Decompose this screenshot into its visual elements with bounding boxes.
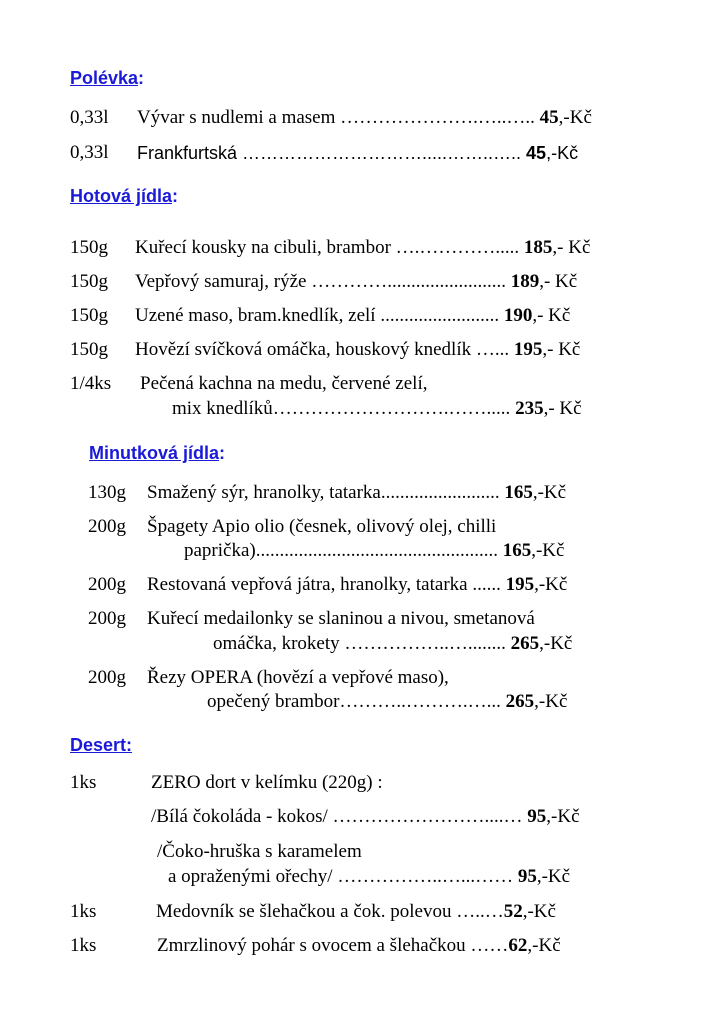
menu-item: Pečená kachna na medu, červené zelí, [140, 373, 428, 394]
menu-item-quantity: 1ks [70, 772, 97, 793]
menu-item-quantity: 200g [88, 574, 126, 595]
menu-item-quantity: 1/4ks [70, 373, 112, 394]
menu-item-continuation: paprička)................................................... 165,-Kč [184, 540, 565, 561]
menu-item-quantity: 130g [88, 482, 126, 503]
menu-item-quantity: 0,33l [70, 107, 109, 128]
menu-item-continuation: a opraženými ořechy/ ……………..…...…… 95,-Kč [168, 866, 571, 887]
menu-item: Vývar s nudlemi a masem ………………….…..….. 45,-Kč [137, 107, 592, 128]
menu-item: Vepřový samuraj, rýže …………......................... 189,- Kč [135, 271, 578, 292]
menu-item: Restovaná vepřová játra, hranolky, tatarka ...... 195,-Kč [147, 574, 568, 595]
menu-item: Kuřecí kousky na cibuli, brambor ….…………..... 185,- Kč [135, 237, 591, 258]
menu-item: Smažený sýr, hranolky, tatarka......................... 165,-Kč [147, 482, 567, 503]
menu-item: Řezy OPERA (hovězí a vepřové maso), [147, 667, 449, 688]
menu-item: Medovník se šlehačkou a čok. polevou …..…52,-Kč [156, 901, 556, 922]
section-heading-polevka: Polévka: [70, 68, 145, 88]
section-heading-hotova-jidla: Hotová jídla: [70, 186, 179, 206]
menu-item-quantity: 200g [88, 667, 126, 688]
menu-item-continuation: mix knedlíků……………………….……..... 235,- Kč [172, 398, 582, 419]
menu-item-quantity: 0,33l [70, 142, 109, 163]
menu-item: Kuřecí medailonky se slaninou a nivou, smetanová [147, 608, 535, 629]
menu-item-quantity: 150g [70, 339, 108, 360]
section-heading-desert: Desert: [70, 735, 133, 755]
menu-item-quantity: 200g [88, 516, 126, 537]
section-heading-minutkova-jidla: Minutková jídla: [89, 443, 226, 463]
menu-item-variant: /Čoko-hruška s karamelem [157, 841, 362, 862]
menu-item: Uzené maso, bram.knedlík, zelí ......................... 190,- Kč [135, 305, 571, 326]
menu-item: ZERO dort v kelímku (220g) : [151, 772, 383, 793]
menu-item-continuation: omáčka, krokety ……………..…........ 265,-Kč [213, 633, 573, 654]
menu-item-quantity: 1ks [70, 935, 97, 956]
menu-item-variant: /Bílá čokoláda - kokos/ ……………………....… 95,-Kč [151, 806, 580, 827]
menu-item-quantity: 150g [70, 305, 108, 326]
menu-item: Špagety Apio olio (česnek, olivový olej, chilli [147, 516, 497, 537]
menu-item-quantity: 200g [88, 608, 126, 629]
menu-item: Hovězí svíčková omáčka, houskový knedlík …... 195,- Kč [135, 339, 581, 360]
menu-item: Zmrzlinový pohár s ovocem a šlehačkou ……62,-Kč [157, 935, 561, 956]
menu-item-continuation: opečený brambor………..……….…... 265,-Kč [207, 691, 568, 712]
menu-item: Frankfurtská ………………………….....……..….. 45,-Kč [137, 143, 579, 163]
menu-item-quantity: 150g [70, 237, 108, 258]
menu-item-quantity: 1ks [70, 901, 97, 922]
menu-item-quantity: 150g [70, 271, 108, 292]
